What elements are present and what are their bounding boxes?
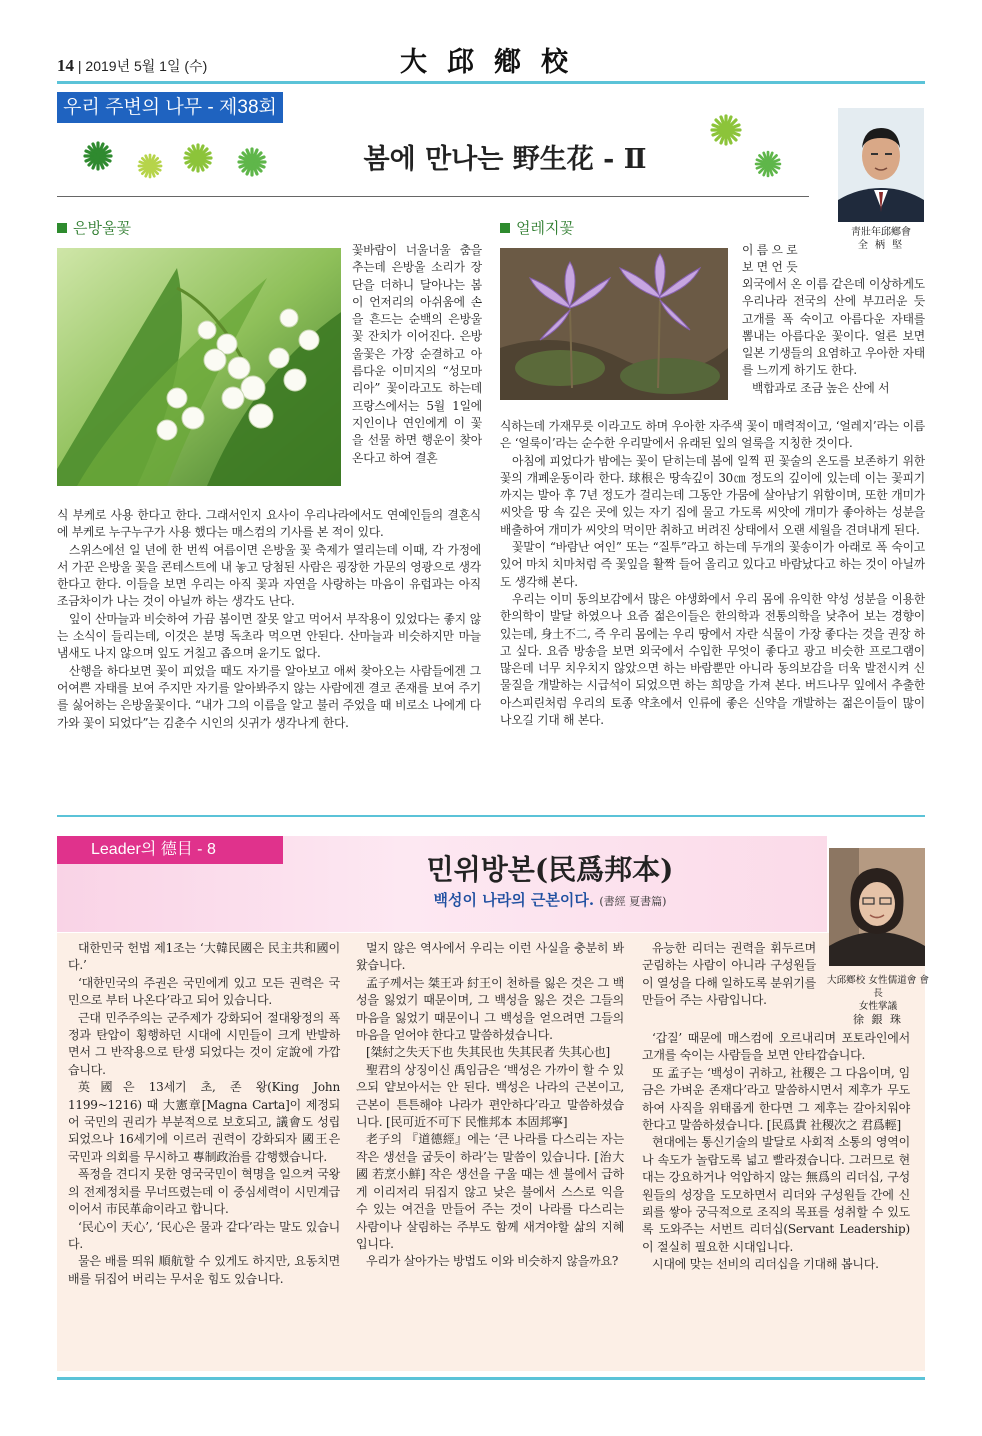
paragraph: 英國은 13세기 초, 존 왕(King John 1199~1216) 때 大憲章[Magna Carta]이 제정되어 국민의 권리가 부분적으로 보호되고, 議會도 성립되었으나 16세기에 이르러 권력이 강화되자 國王은 국민과 의회를 무시하고 專制政治를 감행했습니다. xyxy=(68,1080,340,1164)
paragraph: 멀지 않은 역사에서 우리는 이런 사실을 충분히 봐 왔습니다. xyxy=(356,941,624,973)
paragraph: 산행을 하다보면 꽃이 피었을 때도 자기를 알아보고 애써 찾아오는 사람들에겐 그 어여쁜 자태를 보여 주지만 자기를 알아봐주지 않는 사람에겐 결코 존재를 보여 주기를 싫어하는 은방울꽃이다. “내가 그의 이름을 알고 불러 주었을 때 비로소 나에게 다가와 꽃이 되었다”는 김춘수 시인의 싯귀가 생각나게 한다. xyxy=(57,663,481,730)
square-bullet-icon xyxy=(500,223,510,233)
dogtooth-side-lines: 이 름 으 로 보 면 언 듯 xyxy=(742,243,798,275)
flower-decoration-left xyxy=(80,140,290,186)
author-name: 全 柄 堅 xyxy=(857,240,905,251)
issue-date: 2019년 5월 1일 (수) xyxy=(85,58,208,74)
dogtooth-side-text: 외국에서 온 이름 같은데 이상하게도 우리나라 전국의 산에 부끄러운 듯 고개를 폭 숙이고 아름다운 자태를 뽐내는 아름다운 꽃이다. 얼른 보면 일본 기생들의 요염하고 우아한 자태를 느끼게 하기도 한다. 백합과로 조금 높은 산에 서 xyxy=(742,277,925,395)
flower-icon xyxy=(185,145,211,171)
flower-icon xyxy=(239,149,265,175)
paragraph: 또 孟子는 ‘백성이 귀하고, 社稷은 그 다음이며, 임금은 가벼운 존재다’라고 말씀하시면서 제후가 무도하여 사직을 위태롭게 한다면 그 제후는 갈아치워야 한다고 말씀하셨습니다. [民爲貴 社稷次之 君爲輕] xyxy=(642,1065,910,1133)
newspaper-title: 大邱鄕校 xyxy=(400,47,588,78)
paragraph: 시대에 맞는 선비의 리더십을 기대해 봅니다. xyxy=(652,1257,879,1272)
series-label-trees: 우리 주변의 나무 - 제38회 xyxy=(57,92,283,123)
flower-icon xyxy=(712,116,740,144)
article2-column-3-side: 유능한 리더는 권력을 휘두르며 군림하는 사람이 아니라 구성원들이 열성을 다해 일하도록 분위기를 만들어 주는 사람입니다. xyxy=(642,941,816,1008)
article1-headline: 봄에 만나는 野生花 - Ⅱ xyxy=(363,144,647,175)
paragraph: 폭정을 견디지 못한 영국국민이 혁명을 일으켜 국왕의 전제정치를 무너뜨렸는데 이 중심세력이 시민계급이어서 市民革命이라고 합니다. xyxy=(68,1167,340,1217)
columnist-caption: 大邱鄕校 女性儒道會 會長 女性掌議 徐 銀 珠 xyxy=(826,975,930,1026)
flower-decoration-right xyxy=(700,108,800,188)
lily-of-valley-photo xyxy=(57,248,341,486)
paragraph: ‘民心이 天心’, ‘民心은 물과 같다’라는 말도 있습니다. xyxy=(68,1219,340,1251)
flower-icon xyxy=(756,152,780,176)
article1-header-rule xyxy=(57,196,809,197)
paragraph: 우리는 이미 동의보감에서 많은 야생화에서 우리 몸에 유익한 약성 성분을 이용한 한의학이 발달 하였으나 요즘 젊은이들은 한의학과 전통의학을 낮추어 보는 경향이 있는데, 身土不二, 즉 우리 몸에는 우리 땅에서 자란 식물이 가장 좋다는 것을 권장 하고 싶다. 요즘 방송을 보면 외국에서 수입한 무엇이 좋다고 광고 비슷한 프로그램이 많은데 너무 치우치지 않았으면 하는 바람뿐만 아니라 동의보감을 더욱 발전시켜 신물질을 개발하는 시급석이 되었으면 하는 희망을 가져 본다. 버드나무 잎에서 추출한 아스피린처럼 우리의 토종 약초에서 인류에 좋은 신약을 개발하는 젊은이들이 많이 나오길 기대 해 본다. xyxy=(500,591,925,728)
paragraph: 근대 민주주의는 군주제가 강화되어 절대왕정의 폭정과 탄압이 횡행하던 시대에 시민들이 크게 반발하면서 그 반작용으로 탄생 되었다는 것이 定說에 가깝습니다. xyxy=(68,1010,340,1077)
square-bullet-icon xyxy=(57,223,67,233)
paragraph: 老子의 『道德經』에는 ‘큰 나라를 다스리는 자는 작은 생선을 굽듯이 하라’는 말씀이 있습니다. [治大國 若烹小鮮] 작은 생선을 구울 때는 센 불에서 급하게 이리저리 뒤집지 않고 낮은 불에서 스스로 익을 수 있는 여건을 만들어 주는 것이 나라를 다스리는 사람이나 살림하는 주부도 함께 새겨야할 삶의 지혜입니다. xyxy=(356,1132,624,1251)
lily-side-text: 꽃바람이 너울너울 춤을 추는데 은방울 소리가 장단을 더하니 달아나는 봄이 언저리의 아쉬움에 손을 흔드는 순백의 은방울꽃 잔치가 이어진다. 은방울꽃은 가장 순결하고 아름다운 이미지의 “성모마리아” 꽃이라고도 하는데 프랑스에서는 5월 1일에 지인이나 연인에게 이 꽃을 선물 하면 행운이 찾아온다고 하여 결혼 xyxy=(352,243,482,465)
section-label-lily-of-valley: 은방울꽃 xyxy=(57,217,131,238)
paragraph: 孟子께서는 桀王과 紂王이 천하를 잃은 것은 그 백성을 잃었기 때문이며, 그 백성을 잃은 것은 그들의 마음을 잃었기 때문이니 그 백성을 얻으려면 그들의 마음을 얻어야 한다고 말씀하셨습니다. xyxy=(356,975,624,1043)
author-caption xyxy=(820,226,942,252)
page-header-info: 14 | 2019년 5월 1일 (수) xyxy=(57,56,208,75)
header-divider xyxy=(57,81,925,84)
paragraph: 우리가 살아가는 방법도 이와 비슷하지 않을까요? xyxy=(366,1254,619,1269)
article2-subtitle: 백성이 나라의 근본이다. (書經 夏書篇) xyxy=(433,891,667,909)
page-number: 14 xyxy=(57,56,74,75)
paragraph: 스위스에선 일 년에 한 번씩 여름이면 은방울 꽃 축제가 열리는데 이때, 각 가정에서 가꾼 은방울 꽃을 콘테스트에 내 놓고 당첨된 사람은 굉장한 가문의 영광으로 생각한다고 한다. 이들을 보면 우리는 아직 꽃과 자연을 사랑하는 마음이 유럽과는 아직 조금차이가 나는 것이 아닐까 하는 생각도 난다. xyxy=(57,542,481,609)
columnist-photo xyxy=(829,848,925,966)
series-label-leader: Leader의 德目 - 8 xyxy=(57,836,283,864)
flower-icon xyxy=(139,155,161,177)
article2-column-1 xyxy=(68,940,340,1288)
paragraph: 대한민국 헌법 제1조는 ‘大韓民國은 民主共和國이다.’ xyxy=(68,941,340,973)
paragraph: 꽃말이 “바람난 여인” 또는 “질투”라고 하는데 두개의 꽃송이가 아래로 폭 숙이고 있어 마치 치마처럼 즉 꽃잎을 활짝 들어 올리고 있다고 바람났다고 하는 것이 아닐까도 생각해 본다. xyxy=(500,540,925,589)
paragraph: [桀紂之失天下也 失其民也 失其民者 失其心也] xyxy=(366,1045,611,1060)
author-title: 靑壯年邱鄕會 xyxy=(851,227,911,238)
paragraph: 식하는데 가재무릇 이라고도 하며 우아한 자주색 꽃이 매력적이고, ‘얼레지’라는 이름은 ‘얼룩이’라는 순수한 우리말에서 유래된 잎의 얼룩을 지칭한 것이다. xyxy=(500,419,925,451)
paragraph: 현대에는 통신기술의 발달로 사회적 소통의 영역이나 속도가 놀랍도록 넓고 빨라졌습니다. 그러므로 현대는 강요하거나 억압하지 않는 無爲의 리더십, 구성원들의 성장을 도모하면서 리더와 구성원들 간에 신뢰를 쌓아 궁극적으로 조직의 목표를 성취할 수 있도록 도와주는 서번트 리더십(Servant Leadership)이 절실히 필요한 시대입니다. xyxy=(642,1135,910,1254)
flower-icon xyxy=(85,143,111,169)
dogtooth-body-text xyxy=(500,418,925,729)
article2-column-2 xyxy=(356,940,624,1271)
paragraph: 聖君의 상징이신 禹임금은 ‘백성은 가까이 할 수 있으되 얕보아서는 안 된다. 백성은 나라의 근본이고, 근본이 튼튼해야 나라가 편안하다’라고 말씀하셨습니다. [民可近不可下 民惟邦本 本固邦寧] xyxy=(356,1062,624,1130)
paragraph: 아침에 피었다가 밤에는 꽃이 닫히는데 봄에 일찍 핀 꽃술의 온도를 보존하기 위한 꽃의 개폐운동이라 한다. 球根은 땅속깊이 30㎝ 정도의 깊이에 있는데 이는 꽃피기 까지는 발아 후 7년 정도가 걸리는데 그동안 가뭄에 살아남기 위함이며, 또한 개미가 씨앗을 땅 속 깊은 곳에 있는 자기 집에 물고 가도록 씨앗에 개미가 좋아하는 성분을 배출하여 개미가 씨앗의 먹이만 취하고 버려진 상태에서 오랜 세월을 견뎌내게 된다. xyxy=(500,453,925,537)
article2-column-3 xyxy=(642,1030,910,1274)
paragraph: 물은 배를 띄워 順航할 수 있게도 하지만, 요동치면 배를 뒤집어 버리는 무서운 힘도 있습니다. xyxy=(68,1254,340,1286)
lily-body-text xyxy=(57,507,481,732)
article2-headline: 민위방본(民爲邦本) xyxy=(426,853,674,886)
footer-divider xyxy=(57,1377,925,1380)
paragraph: 잎이 산마늘과 비슷하여 가끔 봄이면 잘못 알고 먹어서 부작용이 있었다는 좋지 않는 소식이 들리는데, 이것은 분명 독초라 먹으면 안된다. 산마늘과 비슷하지만 마늘 냄새도 나지 않으며 잎도 거칠고 좁으며 윤기도 없다. xyxy=(57,611,481,661)
dogtooth-violet-photo xyxy=(500,248,728,400)
paragraph: 식 부케로 사용 한다고 한다. 그래서인지 요사이 우리나라에서도 연예인들의 결혼식에 부케로 누구누구가 사용 했다는 매스컴의 기사를 본 적이 있다. xyxy=(57,508,481,540)
paragraph: ‘갑질’ 때문에 매스컴에 오르내리며 포토라인에서 고개를 숙이는 사람들을 보면 안타깝습니다. xyxy=(642,1031,910,1063)
paragraph: ‘대한민국의 주권은 국민에게 있고 모든 권력은 국민으로 부터 나온다’라고 되어 있습니다. xyxy=(68,975,340,1008)
section-label-dogtooth-violet: 얼레지꽃 xyxy=(500,217,574,238)
article-divider xyxy=(57,815,925,817)
author-photo xyxy=(838,108,924,222)
